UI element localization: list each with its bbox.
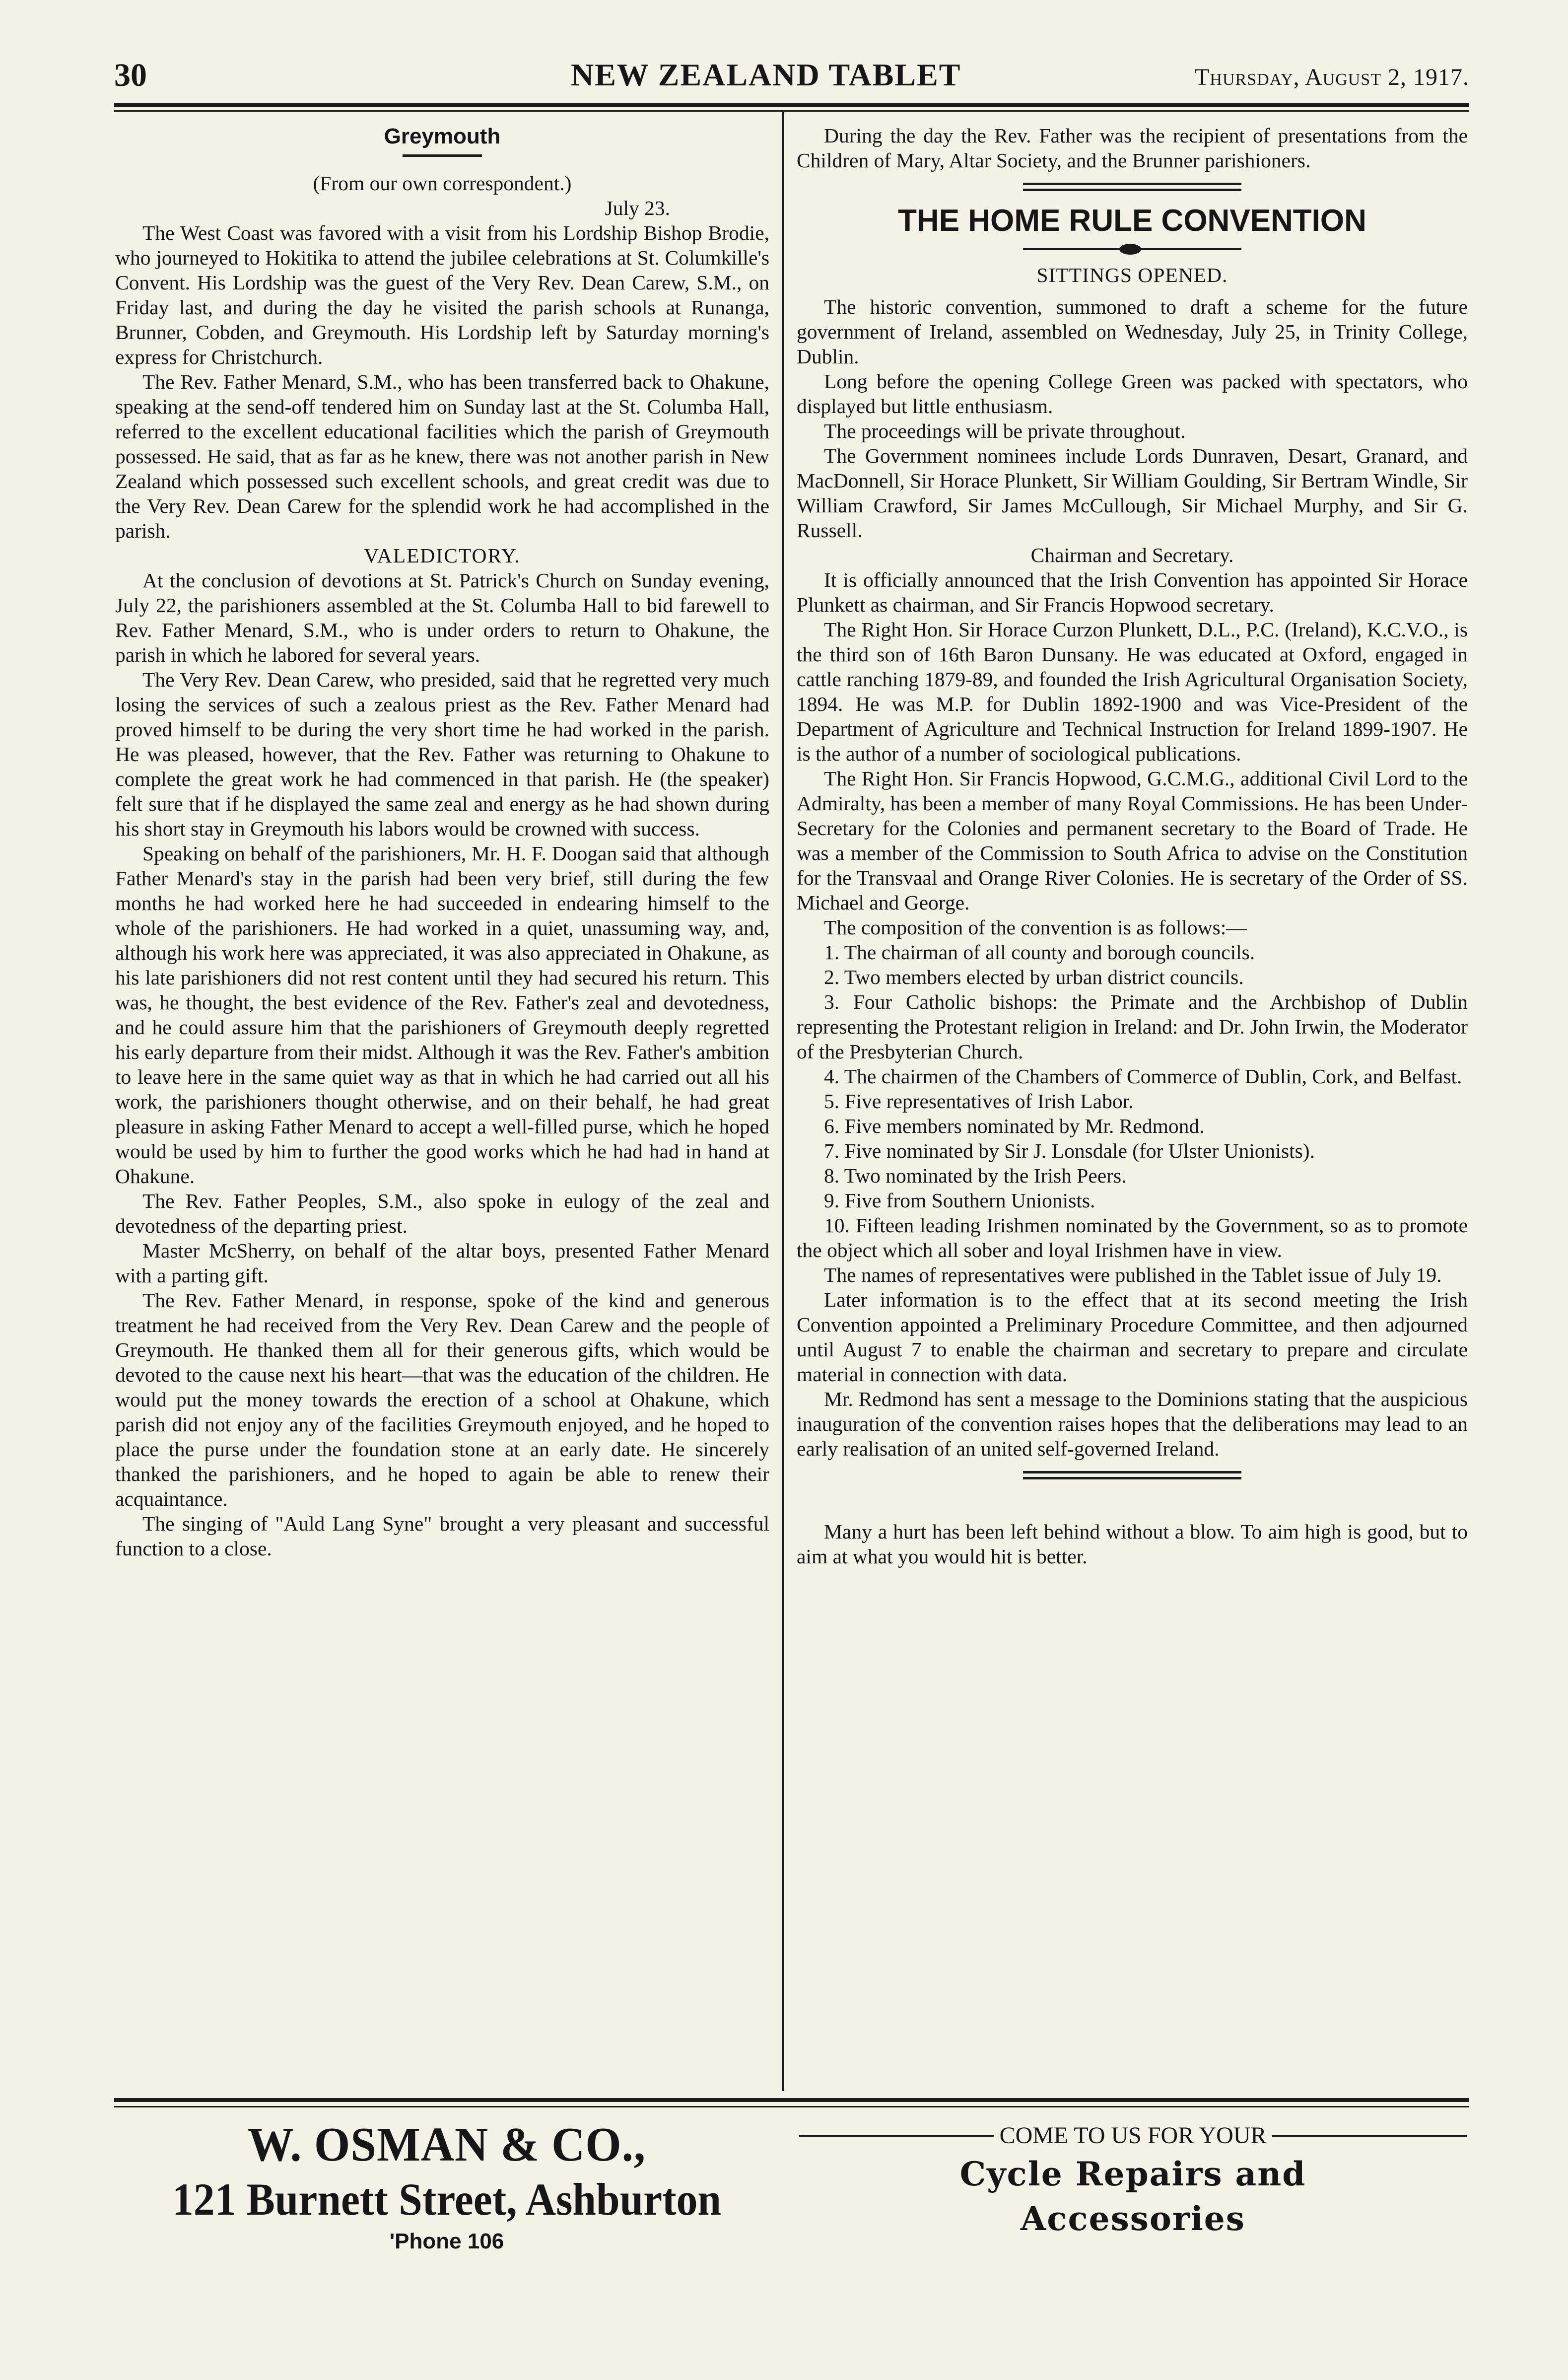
paragraph: The Right Hon. Sir Horace Curzon Plunkett, D.L., P.C. (Ireland), K.C.V.O., is the third son of 16th Baron Dunsany. He was educated at Oxford, engaged in cattle ranching 1879-89, and founded the Irish Agricultural Organisation Society, 1894. He was M.P. for Dublin 1892-1900 and was Vice-President of the Department of Agriculture and Technical Instruction for Ireland 1899-1907. He is the author of a number of sociological publications.: [797, 618, 1468, 765]
page-header: [114, 54, 1469, 98]
paragraph: At the conclusion of devotions at St. Patrick's Church on Sunday evening, July 22, the parishioners assembled at the St. Columba Hall to bid farewell to Rev. Father Menard, S.M., who is under orders to return to Ohakune, the parish in which he labored for several years.: [115, 569, 769, 666]
ad-come-text: COME TO US FOR YOUR: [999, 2122, 1267, 2149]
list-item: 5. Five representatives of Irish Labor.: [824, 1090, 1134, 1113]
list-item: 4. The chairmen of the Chambers of Commerce of Dublin, Cork, and Belfast.: [824, 1065, 1462, 1088]
paragraph: The proceedings will be private throughout.: [824, 420, 1186, 442]
paragraph: The Government nominees include Lords Dunraven, Desart, Granard, and MacDonnell, Sir Horace Plunkett, Sir William Goulding, Sir Bertram Windle, Sir William Crawford, Sir James McCullough, Sir Michael Murphy, and Sir G. Russell.: [797, 444, 1468, 542]
chairman-heading: Chairman and Secretary.: [1030, 544, 1234, 566]
sittings-heading: SITTINGS OPENED.: [1036, 264, 1228, 286]
advertisement-cycle: [799, 2120, 1467, 2241]
ad-accessories: Accessories: [1021, 2199, 1245, 2238]
paragraph: The West Coast was favored with a visit from his Lordship Bishop Brodie, who journeyed to Hokitika to attend the jubilee celebrations at St. Columkille's Convent. His Lordship was the guest of the Very Rev. Dean Carew, S.M., on Friday last, and during the day he visited the parish schools at Runanga, Brunner, Cobden, and Greymouth. His Lordship left by Saturday morning's express for Christchurch.: [115, 221, 769, 368]
heading-rule: [403, 154, 482, 157]
article-date: July 23.: [605, 197, 670, 219]
ad-address: 121 Burnett Street, Ashburton: [172, 2174, 721, 2225]
paragraph: It is officially announced that the Irish Convention has appointed Sir Horace Plunkett as chairman, and Sir Francis Hopwood secretary.: [797, 568, 1468, 616]
ad-company-name: W. OSMAN & CO.,: [247, 2118, 646, 2171]
left-column: [115, 122, 769, 1561]
list-item: 6. Five members nominated by Mr. Redmond.: [824, 1115, 1205, 1137]
ad-cycle-repairs: Cycle Repairs and: [959, 2155, 1306, 2193]
list-item: 3. Four Catholic bishops: the Primate and the Archbishop of Dublin representing the Protestant religion in Ireland: and Dr. John Irwin, the Moderator of the Presbyterian Church.: [797, 990, 1468, 1063]
masthead: NEW ZEALAND TABLET: [571, 57, 961, 92]
right-column: [797, 123, 1468, 1569]
ad-dash-left: [799, 2135, 994, 2137]
ad-phone: 'Phone 106: [389, 2229, 504, 2253]
footer-rule: [114, 2098, 1469, 2102]
page-number: 30: [114, 57, 147, 93]
valedictory-heading: VALEDICTORY.: [364, 544, 521, 567]
header-rule: [114, 103, 1469, 107]
paragraph: Long before the opening College Green was packed with spectators, who displayed but little enthusiasm.: [797, 370, 1468, 418]
paragraph: The composition of the convention is as follows:—: [824, 916, 1247, 939]
spacer: [797, 1489, 1468, 1519]
list-item: 10. Fifteen leading Irishmen nominated by the Government, so as to promote the object which all sober and loyal Irishmen have in view.: [797, 1214, 1468, 1261]
ornament-rule: [1023, 244, 1241, 255]
header-rule-thin: [114, 110, 1469, 112]
advertisement-osman: [114, 2117, 779, 2256]
paragraph: The Right Hon. Sir Francis Hopwood, G.C.M.G., additional Civil Lord to the Admiralty, has been a member of many Royal Commissions. He has been Under-Secretary for the Colonies and permanent secretary to the Board of Trade. He was a member of the Commission to South Africa to advise on the Constitution for the Transvaal and Orange River Colonies. He is secretary of the Order of SS. Michael and George.: [797, 767, 1468, 914]
list-item: 9. Five from Southern Unionists.: [824, 1189, 1095, 1212]
paragraph: The Rev. Father Menard, in response, spoke of the kind and generous treatment he had received from the Very Rev. Dean Carew and the people of Greymouth. He thanked them all for their generous gifts, which would be devoted to the cause next his heart—that was the education of the children. He would put the money towards the erection of a school at Ohakune, which parish did not enjoy any of the facilities Greymouth enjoyed, and he hoped to place the purse under the foundation stone at an early date. He sincerely thanked the parishioners, and he hoped to again be able to renew their acquaintance.: [115, 1289, 769, 1510]
paragraph: Many a hurt has been left behind without a blow. To aim high is good, but to aim at what you would hit is better.: [797, 1520, 1468, 1568]
footer-rule-thin: [114, 2106, 1469, 2107]
section-double-rule: [1023, 1471, 1241, 1479]
paragraph: The names of representatives were published in the Tablet issue of July 19.: [824, 1263, 1442, 1286]
paragraph: The Rev. Father Menard, S.M., who has been transferred back to Ohakune, speaking at the send-off tendered him on Sunday last at the St. Columba Hall, referred to the excellent educational facilities which the parish of Greymouth possessed. He said, that as far as he knew, there was not another parish in New Zealand which possessed such excellent schools, and great credit was due to the Very Rev. Dean Carew for the splendid work he had accomplished in the parish.: [115, 370, 769, 542]
column-separator: [782, 110, 784, 2091]
paragraph: Mr. Redmond has sent a message to the Dominions stating that the auspicious inauguration of the convention raises hopes that the deliberations may lead to an early realisation of an united self-governed Ireland.: [797, 1388, 1468, 1460]
list-item: 8. Two nominated by the Irish Peers.: [824, 1164, 1127, 1187]
list-item: 1. The chairman of all county and borough councils.: [824, 941, 1255, 964]
paragraph: The Rev. Father Peoples, S.M., also spoke in eulogy of the zeal and devotedness of the departing priest.: [115, 1190, 769, 1237]
correspondent-line: (From our own correspondent.): [313, 172, 572, 195]
list-item: 2. Two members elected by urban district councils.: [824, 966, 1244, 988]
section-double-rule: [1023, 183, 1241, 191]
paragraph: During the day the Rev. Father was the recipient of presentations from the Children of Mary, Altar Society, and the Brunner parishioners.: [797, 124, 1468, 172]
greymouth-heading: Greymouth: [384, 124, 501, 148]
ad-dash-right: [1272, 2135, 1467, 2137]
paragraph: The historic convention, summoned to draft a scheme for the future government of Ireland, assembled on Wednesday, July 25, in Trinity College, Dublin.: [797, 295, 1468, 368]
paragraph: The singing of "Auld Lang Syne" brought a very pleasant and successful function to a close.: [115, 1512, 769, 1560]
convention-heading: THE HOME RULE CONVENTION: [898, 204, 1366, 238]
list-item: 7. Five nominated by Sir J. Lonsdale (for Ulster Unionists).: [824, 1139, 1315, 1162]
paragraph: Later information is to the effect that at its second meeting the Irish Convention appointed a Preliminary Procedure Committee, and then adjourned until August 7 to enable the chairman and secretary to prepare and circulate material in connection with data.: [797, 1288, 1468, 1386]
paragraph: Speaking on behalf of the parishioners, Mr. H. F. Doogan said that although Father Menard's stay in the parish had been very brief, still during the few months he had worked here he had succeeded in endearing himself to the whole of the parishioners. He had worked in a quiet, unassuming way, and, although his work here was appreciated, it was also appreciated in Ohakune, as his late parishioners did not rest content until they had secured his return. This was, he thought, the best evidence of the Rev. Father's zeal and devotedness, and he could assure him that the parishioners of Greymouth deeply regretted his early departure from their midst. Although it was the Rev. Father's ambition to leave here in the same quiet way as that in which he had carried out all his work, the parishioners thought otherwise, and on their behalf, he had great pleasure in asking Father Menard to accept a well-filled purse, which he hoped would be used by him to further the good works which he had had in hand at Ohakune.: [115, 842, 769, 1188]
dateline: Thursday, August 2, 1917.: [1195, 64, 1469, 90]
paragraph: The Very Rev. Dean Carew, who presided, said that he regretted very much losing the services of such a zealous priest as the Rev. Father Menard had proved himself to be during the very short time he had worked in the parish. He was pleased, however, that the Rev. Father was returning to Ohakune to complete the great work he had commenced in that parish. He (the speaker) felt sure that if he displayed the same zeal and energy as he had shown during his short stay in Greymouth his labors would be crowned with success.: [115, 668, 769, 840]
paragraph: Master McSherry, on behalf of the altar boys, presented Father Menard with a parting gift.: [115, 1239, 769, 1287]
ad-come-line: [799, 2120, 1467, 2152]
